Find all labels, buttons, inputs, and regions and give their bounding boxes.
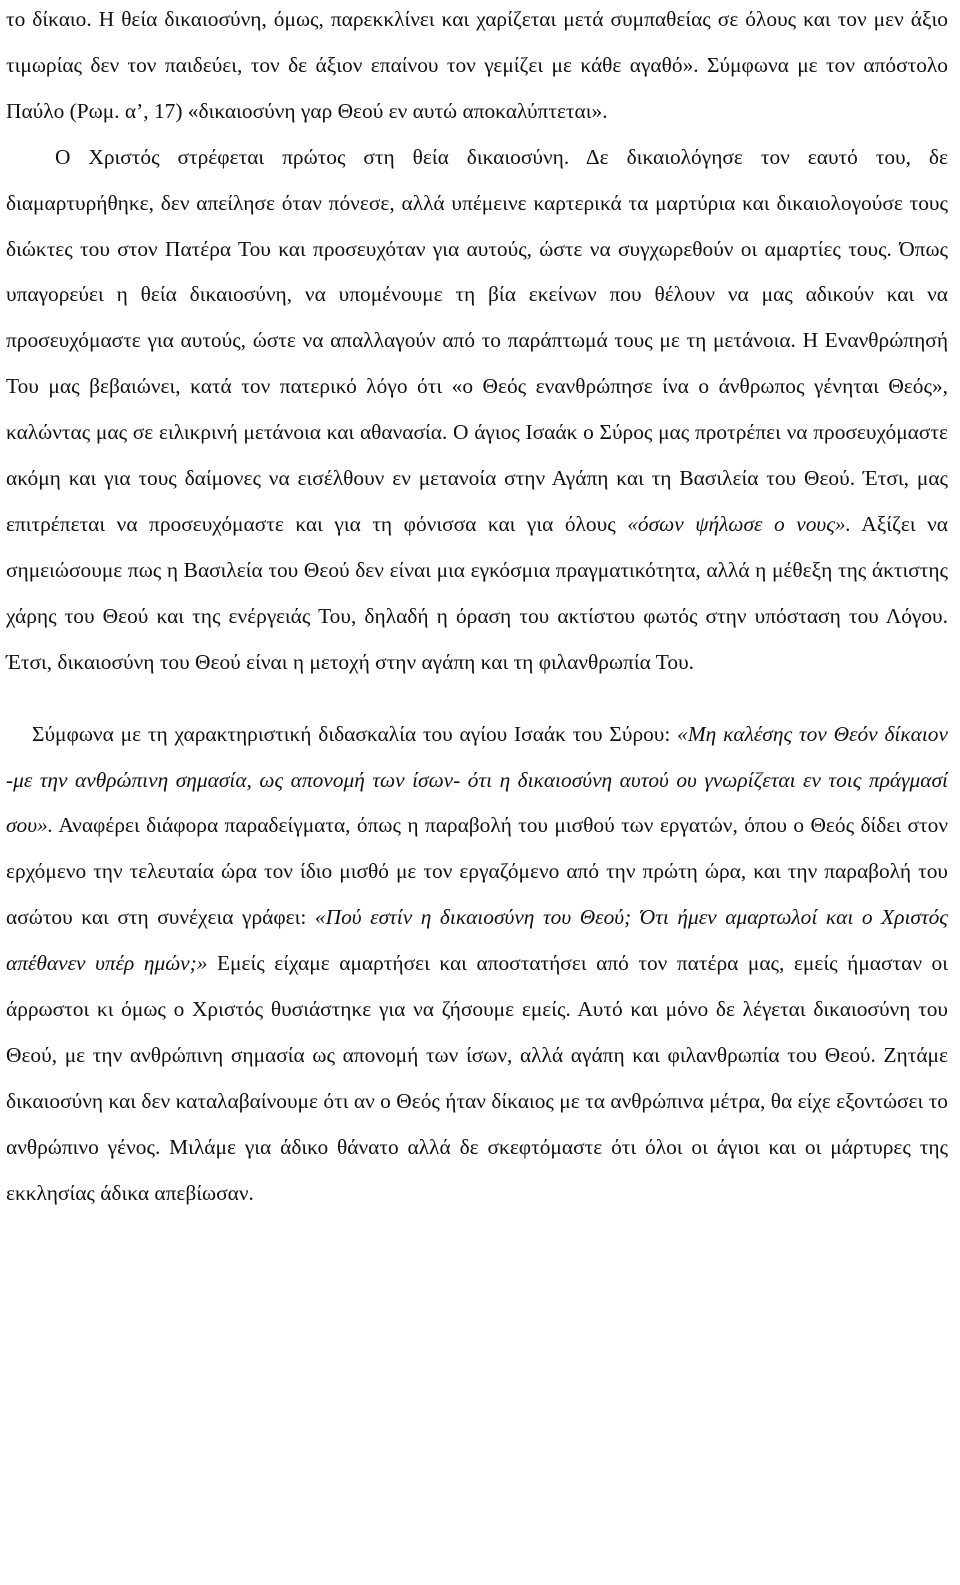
paragraph-text: Αξίζει να σημειώσουμε πως η Βασιλεία του Θεού δεν είναι μια εγκόσμια πραγματικότητα, αλλά η μέθεξη της άκτιστης χάρης του Θεού και της ενέργειάς Του, δηλαδή η όραση του ακτίστου φωτός στην υπόσταση του Λόγου. Έτσι, δικαιοσύνη του Θεού είναι η μετοχή στην αγάπη και τη φιλανθρωπία Του. (6, 511, 948, 674)
document-page (6, 0, 948, 1217)
italic-quote: «Μη καλέσης τον Θεόν δίκαιον -με την ανθρώπινη σημασία, ως απονομή των ίσων- ότι η δικαιοσύνη αυτού ου γνωρίζεται εν τοις πράγμασί σου». (6, 721, 948, 838)
paragraph-text: το δίκαιο. Η θεία δικαιοσύνη, όμως, παρεκκλίνει και χαρίζεται μετά συμπαθείας σε όλους και τον μεν άξιο τιμωρίας δεν τον παιδεύει, τον δε άξιον επαίνου τον γεμίζει με κάθε αγαθό». Σύμφωνα με τον απόστολο Παύλο (Ρωμ. α’, 17) «δικαιοσύνη γαρ Θεού εν αυτώ αποκαλύπτεται». (6, 7, 948, 123)
paragraph-text: Αναφέρει διάφορα παραδείγματα, όπως η παραβολή του μισθού των εργατών, όπου ο Θεός δίδει στον ερχόμενο την τελευταία ώρα τον ίδιο μισθό με τον εργαζόμενο από την πρώτη ώρα, και την παραβολή του ασώτου και στη συνέχεια γράφει: (6, 813, 948, 930)
paragraph (6, 135, 948, 686)
paragraph-text: Σύμφωνα με τη χαρακτηριστική διδασκαλία του αγίου Ισαάκ του Σύρου: (32, 721, 678, 746)
italic-quote: «όσων ψήλωσε ο νους». (627, 511, 851, 536)
paragraph-text: Εμείς είχαμε αμαρτήσει και αποστατήσει από τον πατέρα μας, εμείς ήμασταν οι άρρωστοι κι όμως ο Χριστός θυσιάστηκε για να ζήσουμε εμείς. Αυτό και μόνο δε λέγεται δικαιοσύνη του Θεού, με την ανθρώπινη σημασία ως απονομή των ίσων, αλλά αγάπη και φιλανθρωπία του Θεού. Ζητάμε δικαιοσύνη και δεν καταλαβαίνουμε ότι αν ο Θεός ήταν δίκαιος με τα ανθρώπινα μέτρα, θα είχε εξοντώσει το ανθρώπινο γένος. Μιλάμε για άδικο θάνατο αλλά δε σκεφτόμαστε ότι όλοι οι άγιοι και οι μάρτυρες της εκκλησίας άδικα απεβίωσαν. (6, 951, 948, 1205)
paragraph-text: Ο Χριστός στρέφεται πρώτος στη θεία δικαιοσύνη. Δε δικαιολόγησε τον εαυτό του, δε διαμαρτυρήθηκε, δεν απείλησε όταν πόνεσε, αλλά υπέμεινε καρτερικά τα μαρτύρια και δικαιολογούσε τους διώκτες του στον Πατέρα Του και προσευχόταν για αυτούς, ώστε να συγχωρεθούν οι αμαρτίες τους. Όπως υπαγορεύει η θεία δικαιοσύνη, να υπομένουμε τη βία εκείνων που θέλουν να μας αδικούν και να προσευχόμαστε για αυτούς, ώστε να απαλλαγούν από το παράπτωμά τους με τη μετάνοια. Η Ενανθρώπησή Του μας βεβαιώνει, κατά τον πατερικό λόγο ότι «ο Θεός ενανθρώπησε ίνα ο άνθρωπος γένηται Θεός», καλώντας μας σε ειλικρινή μετάνοια και αθανασία. Ο άγιος Ισαάκ ο Σύρος μας προτρέπει να προσευχόμαστε ακόμη και για τους δαίμονες να εισέλθουν εν μετανοία στην Αγάπη και τη Βασιλεία του Θεού. Έτσι, μας επιτρέπεται να προσευχόμαστε και για τη φόνισσα και για όλους (6, 144, 948, 536)
paragraph (6, 0, 948, 135)
italic-quote: «Πού εστίν η δικαιοσύνη του Θεού; Ότι ήμεν αμαρτωλοί και ο Χριστός απέθανεν υπέρ ημών;» (6, 905, 948, 976)
paragraph (6, 712, 948, 1217)
